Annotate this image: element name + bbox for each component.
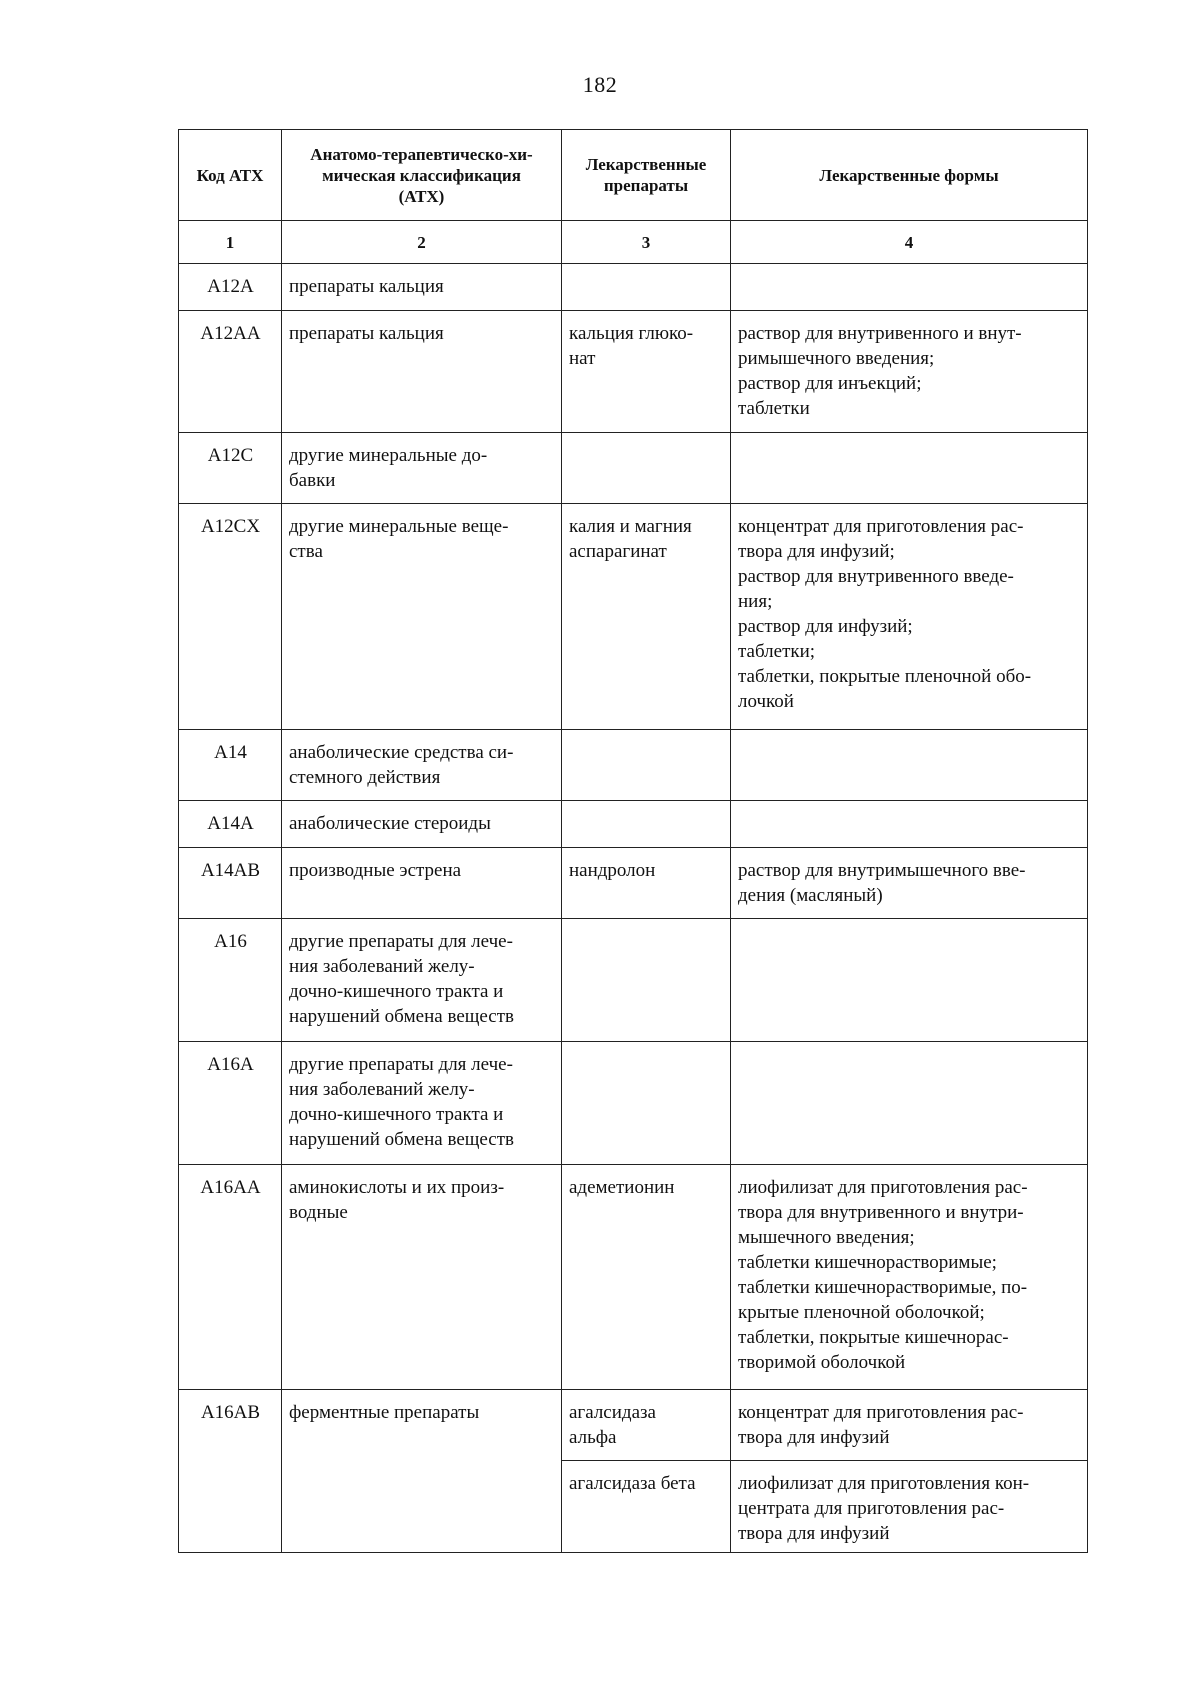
dosage-form-cell bbox=[731, 264, 1088, 311]
text-line: дения (масляный) bbox=[738, 885, 883, 906]
text-line: твора для инфузий bbox=[738, 1523, 890, 1544]
atc-classification-cell bbox=[282, 848, 562, 919]
text-line: мышечного введения; bbox=[738, 1227, 915, 1248]
text-line: дочно-кишечного тракта и bbox=[289, 1104, 504, 1125]
dosage-form-cell bbox=[731, 801, 1088, 848]
dosage-form-cell bbox=[731, 311, 1088, 433]
text-line: бавки bbox=[289, 470, 336, 491]
text-line: твора для внутривенного и внутри- bbox=[738, 1202, 1024, 1223]
page-number: 182 bbox=[582, 72, 618, 97]
dosage-form-cell bbox=[731, 433, 1088, 504]
text-line: твора для инфузий; bbox=[738, 541, 895, 562]
atc-code-cell: A12AA bbox=[179, 311, 282, 433]
text-line: раствор для инфузий; bbox=[738, 616, 913, 637]
atc-classification-cell bbox=[282, 730, 562, 801]
text-line: лиофилизат для приготовления кон- bbox=[738, 1473, 1030, 1494]
drug-cell bbox=[562, 433, 731, 504]
atc-classification-cell bbox=[282, 1390, 562, 1553]
text-line: лиофилизат для приготовления рас- bbox=[738, 1177, 1028, 1198]
atc-code-cell: A16 bbox=[179, 919, 282, 1042]
drug-cell bbox=[562, 730, 731, 801]
table-row bbox=[179, 801, 1088, 848]
text-line: твора для инфузий bbox=[738, 1427, 890, 1448]
atc-code-cell: A12C bbox=[179, 433, 282, 504]
atc-classification-cell bbox=[282, 1042, 562, 1165]
text-line: ния; bbox=[738, 591, 773, 612]
text-line: Лекарственные bbox=[585, 155, 707, 174]
drug-cell bbox=[562, 264, 731, 311]
table-row bbox=[179, 504, 1088, 730]
text-line: препараты bbox=[603, 176, 689, 195]
text-line: другие минеральные веще- bbox=[289, 516, 509, 537]
column-number: 1 bbox=[179, 221, 282, 264]
text-line: нандролон bbox=[569, 860, 656, 881]
text-line: другие препараты для лече- bbox=[289, 1054, 513, 1075]
header-forms bbox=[731, 130, 1088, 221]
text-line: анаболические средства си- bbox=[289, 742, 514, 763]
text-line: агалсидаза бета bbox=[569, 1473, 696, 1494]
text-line: крытые пленочной оболочкой; bbox=[738, 1302, 985, 1323]
dosage-form-cell bbox=[731, 919, 1088, 1042]
text-line: адеметионин bbox=[569, 1177, 675, 1198]
atc-classification-cell bbox=[282, 801, 562, 848]
dosage-form-cell bbox=[731, 1461, 1088, 1553]
text-line: таблетки кишечнорастворимые, по- bbox=[738, 1277, 1028, 1298]
text-line: таблетки, покрытые кишечнорас- bbox=[738, 1327, 1009, 1348]
text-line: калия и магния bbox=[569, 516, 692, 537]
atc-classification-cell bbox=[282, 264, 562, 311]
header-row bbox=[179, 130, 1088, 221]
drug-cell bbox=[562, 848, 731, 919]
atc-code-cell: A16A bbox=[179, 1042, 282, 1165]
table-row bbox=[179, 730, 1088, 801]
text-line: анаболические стероиды bbox=[289, 813, 491, 834]
drug-cell bbox=[562, 801, 731, 848]
text-line: ния заболеваний желу- bbox=[289, 1079, 475, 1100]
text-line: аспарагинат bbox=[569, 541, 667, 562]
text-line: центрата для приготовления рас- bbox=[738, 1498, 1005, 1519]
text-line: раствор для внутримышечного вве- bbox=[738, 860, 1026, 881]
text-line: раствор для внутривенного и внут- bbox=[738, 323, 1022, 344]
atc-classification-cell bbox=[282, 919, 562, 1042]
text-line: таблетки кишечнорастворимые; bbox=[738, 1252, 997, 1273]
text-line: препараты кальция bbox=[289, 323, 444, 344]
text-line: дочно-кишечного тракта и bbox=[289, 981, 504, 1002]
table-body bbox=[179, 264, 1088, 1553]
table-row bbox=[179, 1390, 1088, 1461]
text-line: Анатомо-терапевтическо-хи- bbox=[310, 144, 533, 164]
drug-cell bbox=[562, 1165, 731, 1390]
drug-cell bbox=[562, 504, 731, 730]
text-line: производные эстрена bbox=[289, 860, 462, 881]
text-line: нарушений обмена веществ bbox=[289, 1006, 514, 1027]
header-atc-classification bbox=[282, 130, 562, 221]
text-line: Код АТХ bbox=[196, 165, 264, 185]
dosage-form-cell bbox=[731, 730, 1088, 801]
text-line: ферментные препараты bbox=[289, 1402, 480, 1423]
atc-code-cell: A12A bbox=[179, 264, 282, 311]
text-line: таблетки; bbox=[738, 641, 816, 662]
header-code bbox=[179, 130, 282, 221]
dosage-form-cell bbox=[731, 1042, 1088, 1165]
text-line: римышечного введения; bbox=[738, 348, 935, 369]
atc-classification-cell bbox=[282, 1165, 562, 1390]
table-row bbox=[179, 919, 1088, 1042]
text-line: таблетки, покрытые пленочной обо- bbox=[738, 666, 1032, 687]
atc-table bbox=[178, 129, 1088, 1553]
column-number: 4 bbox=[731, 221, 1088, 264]
atc-code-cell: A14 bbox=[179, 730, 282, 801]
text-line: Лекарственные формы bbox=[819, 165, 999, 185]
drug-cell bbox=[562, 311, 731, 433]
atc-code-cell: A14AB bbox=[179, 848, 282, 919]
atc-code-cell: A16AA bbox=[179, 1165, 282, 1390]
text-line: творимой оболочкой bbox=[738, 1352, 906, 1373]
atc-code-cell: A14A bbox=[179, 801, 282, 848]
text-line: (АТХ) bbox=[398, 186, 445, 206]
table-row bbox=[179, 1042, 1088, 1165]
table-row bbox=[179, 433, 1088, 504]
column-number: 2 bbox=[282, 221, 562, 264]
text-line: таблетки bbox=[738, 398, 810, 419]
atc-code-cell: A12CX bbox=[179, 504, 282, 730]
text-line: стемного действия bbox=[289, 767, 441, 788]
column-number-row bbox=[179, 221, 1088, 264]
text-line: нарушений обмена веществ bbox=[289, 1129, 514, 1150]
text-line: аминокислоты и их произ- bbox=[289, 1177, 505, 1198]
dosage-form-cell bbox=[731, 1390, 1088, 1461]
drug-cell bbox=[562, 919, 731, 1042]
table-row bbox=[179, 264, 1088, 311]
dosage-form-cell bbox=[731, 848, 1088, 919]
text-line: кальция глюко- bbox=[569, 323, 694, 344]
dosage-form-cell bbox=[731, 504, 1088, 730]
table-row bbox=[179, 1165, 1088, 1390]
text-line: водные bbox=[289, 1202, 348, 1223]
text-line: нат bbox=[569, 348, 596, 369]
dosage-form-cell bbox=[731, 1165, 1088, 1390]
text-line: концентрат для приготовления рас- bbox=[738, 1402, 1024, 1423]
text-line: ства bbox=[289, 541, 323, 562]
atc-classification-cell bbox=[282, 433, 562, 504]
drug-cell bbox=[562, 1461, 731, 1553]
text-line: другие препараты для лече- bbox=[289, 931, 513, 952]
header-drugs bbox=[562, 130, 731, 221]
text-line: другие минеральные до- bbox=[289, 445, 488, 466]
text-line: препараты кальция bbox=[289, 276, 444, 297]
atc-classification-cell bbox=[282, 504, 562, 730]
text-line: мическая классификация bbox=[322, 165, 521, 185]
column-number: 3 bbox=[562, 221, 731, 264]
text-line: альфа bbox=[569, 1427, 617, 1448]
text-line: ния заболеваний желу- bbox=[289, 956, 475, 977]
drug-cell bbox=[562, 1390, 731, 1461]
text-line: лочкой bbox=[738, 691, 794, 712]
table-row bbox=[179, 311, 1088, 433]
text-line: раствор для инъекций; bbox=[738, 373, 922, 394]
atc-code-cell: A16AB bbox=[179, 1390, 282, 1553]
text-line: агалсидаза bbox=[569, 1402, 656, 1423]
text-line: концентрат для приготовления рас- bbox=[738, 516, 1024, 537]
atc-classification-cell bbox=[282, 311, 562, 433]
table-row bbox=[179, 848, 1088, 919]
drug-cell bbox=[562, 1042, 731, 1165]
text-line: раствор для внутривенного введе- bbox=[738, 566, 1014, 587]
